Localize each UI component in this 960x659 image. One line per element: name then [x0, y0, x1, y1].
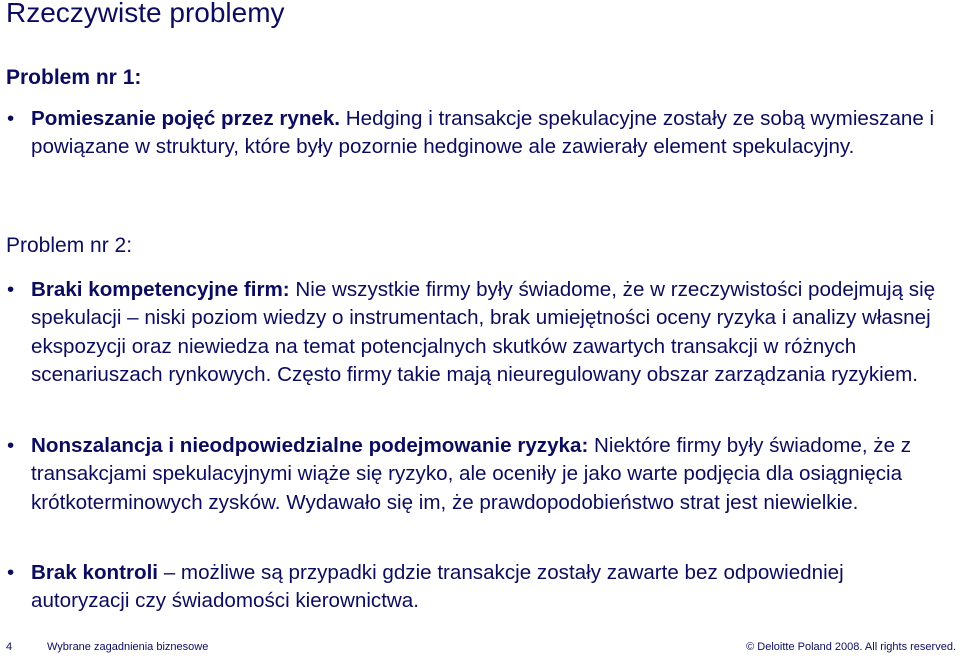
footer-copyright: © Deloitte Poland 2008. All rights reserved.: [746, 641, 956, 653]
bullet-bold: Braki kompetencyjne firm:: [31, 278, 290, 301]
bullet-item: [7, 276, 941, 390]
bullet-text: Nie wszystkie firmy były świadome, że w rzeczywistości podejmują się spekulacji – niski poziom wiedzy o instrumentach, brak umiejętności oceny ryzyka i analizy własnej ekspozycji oraz niewiedza na temat potencjalnych skutków zawartych transakcji w różnych scenariuszach rynkowych. Często firmy takie mają nieuregulowany obszar zarządzania ryzykiem.: [31, 278, 936, 387]
bullet-text: Hedging i transakcje spekulacyjne zostały ze sobą wymieszane i powiązane w struktury, które były pozornie hedginowe ale zawierały element spekulacyjny.: [31, 107, 935, 159]
bullet-item: [7, 559, 941, 616]
problem-2-heading: Problem nr 2:: [6, 234, 133, 257]
bullet-icon: •: [7, 434, 15, 457]
problem-1-heading: Problem nr 1:: [6, 66, 142, 89]
bullet-bold: Pomieszanie pojęć przez rynek.: [31, 107, 341, 130]
bullet-icon: •: [7, 107, 15, 130]
bullet-item: [7, 105, 941, 162]
page-number: 4: [6, 641, 13, 653]
bullet-text: Niektóre firmy były świadome, że z transakcjami spekulacyjnymi wiąże się ryzyko, ale oceniły je jako warte podjęcia dla osiągnięcia krótkoterminowych zysków. Wydawało się im, że prawdopodobieństwo strat jest niewielkie.: [31, 434, 912, 514]
bullet-bold: Nonszalancja i nieodpowiedzialne podejmowanie ryzyka:: [31, 434, 589, 457]
bullet-text: – możliwe są przypadki gdzie transakcje zostały zawarte bez odpowiedniej autoryzacji czy świadomości kierownictwa.: [31, 561, 844, 613]
footer-section: Wybrane zagadnienia biznesowe: [47, 641, 209, 653]
bullet-bold: Brak kontroli: [31, 561, 159, 584]
slide-title: Rzeczywiste problemy: [6, 0, 285, 28]
bullet-icon: •: [7, 561, 15, 584]
bullet-icon: •: [7, 278, 15, 301]
bullet-item: [7, 432, 941, 517]
